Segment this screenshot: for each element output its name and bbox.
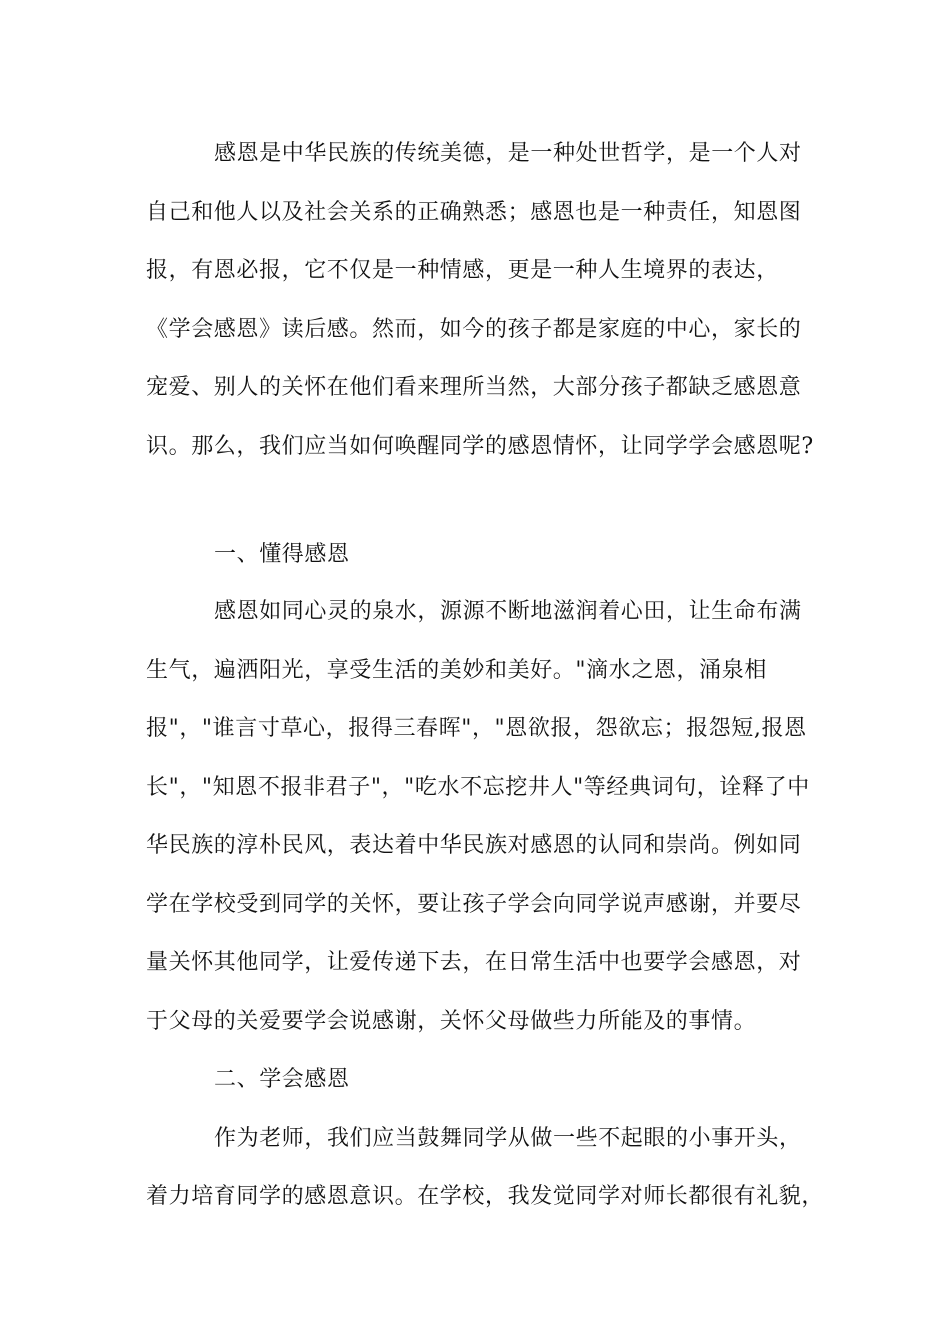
paragraph-line: 报"，"谁言寸草心，报得三春晖"，"恩欲报，怨欲忘；报怨短,报恩 xyxy=(146,716,807,741)
paragraph-line: 感恩如同心灵的泉水，源源不断地滋润着心田，让生命布满 xyxy=(214,599,802,624)
paragraph-line: 于父母的关爱要学会说感谢，关怀父母做些力所能及的事情。 xyxy=(146,1009,757,1034)
paragraph-line: 量关怀其他同学，让爱传递下去，在日常生活中也要学会感恩，对 xyxy=(146,950,802,975)
paragraph-line: 生气，遍洒阳光，享受生活的美妙和美好。"滴水之恩，涌泉相 xyxy=(146,658,767,683)
section-heading: 二、学会感恩 xyxy=(214,1067,350,1092)
paragraph-line: 着力培育同学的感恩意识。在学校，我发觉同学对师长都很有礼貌， xyxy=(146,1184,825,1209)
paragraph-line: 作为老师，我们应当鼓舞同学从做一些不起眼的小事开头， xyxy=(214,1126,802,1151)
paragraph-line: 宠爱、别人的关怀在他们看来理所当然，大部分孩子都缺乏感恩意 xyxy=(146,375,802,400)
paragraph-line: 感恩是中华民族的传统美德，是一种处世哲学，是一个人对 xyxy=(214,141,802,166)
paragraph-line: 识。那么，我们应当如何唤醒同学的感恩情怀，让同学学会感恩呢? xyxy=(146,434,814,459)
paragraph-line: 学在学校受到同学的关怀，要让孩子学会向同学说声感谢，并要尽 xyxy=(146,892,802,917)
paragraph-line: 华民族的淳朴民风，表达着中华民族对感恩的认同和崇尚。例如同 xyxy=(146,833,802,858)
paragraph-line: 《学会感恩》读后感。然而，如今的孩子都是家庭的中心，家长的 xyxy=(146,317,802,342)
paragraph-line: 自己和他人以及社会关系的正确熟悉；感恩也是一种责任，知恩图 xyxy=(146,200,802,225)
section-heading: 一、懂得感恩 xyxy=(214,542,350,567)
paragraph-line: 长"，"知恩不报非君子"，"吃水不忘挖井人"等经典词句，诠释了中 xyxy=(146,775,810,800)
paragraph-line: 报，有恩必报，它不仅是一种情感，更是一种人生境界的表达， xyxy=(146,258,779,283)
